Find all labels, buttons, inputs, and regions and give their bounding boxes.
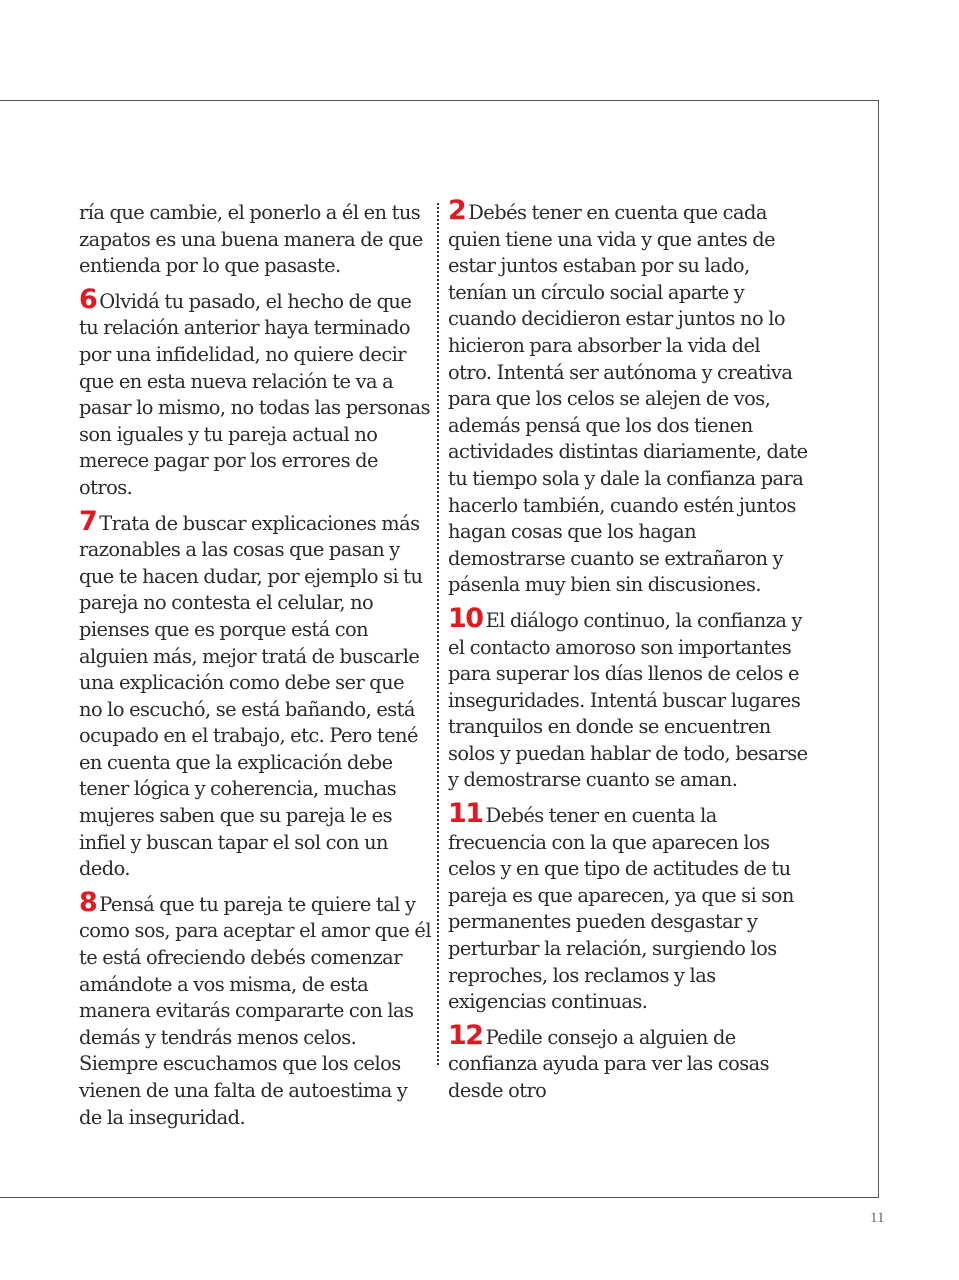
right-column — [448, 195, 808, 1114]
column-divider — [437, 203, 439, 1065]
tip-8 — [79, 886, 432, 1131]
tip-6 — [79, 283, 432, 502]
tip-number: 8 — [79, 886, 97, 918]
page-number: 11 — [870, 1210, 885, 1226]
tip-text: El diálogo continuo, la confianza y el contacto amoroso son importantes para superar los días llenos de celos e inseguridades. Intentá buscar lugares tranquilos en donde se encuentren solos y puedan hablar de todo, besarse y demostrarse cuanto se aman. — [448, 608, 808, 792]
tip-number: 10 — [448, 602, 483, 634]
tip-12 — [448, 1019, 808, 1105]
tip-7 — [79, 505, 432, 883]
tip-text: Debés tener en cuenta la frecuencia con la que aparecen los celos y en que tipo de actitudes de tu pareja es que aparecen, ya que si son permanentes pueden desgastar y perturbar la relación, surgiendo los reproches, los reclamos y las exigencias continuas. — [448, 804, 794, 1014]
left-column — [79, 200, 432, 1140]
continuation-paragraph: ría que cambie, el ponerlo a él en tus zapatos es una buena manera de que entienda por lo que pasaste. — [79, 201, 423, 278]
tip-10 — [448, 602, 808, 794]
tip-text: Olvidá tu pasado, el hecho de que tu relación anterior haya terminado por una infidelidad, no quiere decir que en esta nueva relación te va a pasar lo mismo, no todas las personas son iguales y tu pareja actual no merece pagar por los errores de otros. — [79, 289, 431, 499]
tip-number: 2 — [448, 195, 466, 226]
tip-11 — [448, 798, 808, 1016]
tip-number: 12 — [448, 1019, 483, 1051]
tip-number: 7 — [79, 505, 97, 537]
tip-2 — [448, 195, 808, 599]
tip-text: Pedile consejo a alguien de confianza ayuda para ver las cosas desde otro — [448, 1025, 770, 1102]
tip-text: Pensá que tu pareja te quiere tal y como sos, para aceptar el amor que él te está ofreciendo debés comenzar amándote a vos misma, de esta manera evitarás compararte con las demás y tendrás menos celos. Siempre escuchamos que los celos vienen de una falta de autoestima y de la inseguridad. — [79, 892, 431, 1129]
tip-text: Trata de buscar explicaciones más razonables a las cosas que pasan y que te hacen dudar, por ejemplo si tu pareja no contesta el celular, no pienses que es porque está con alguien más, mejor tratá de buscarle una explicación como debe ser que no lo escuchó, se está bañando, está ocupado en el trabajo, etc. Pero tené en cuenta que la explicación debe tener lógica y coherencia, muchas mujeres saben que su pareja le es infiel y buscan tapar el sol con un dedo. — [79, 511, 423, 881]
tip-number: 11 — [448, 798, 483, 830]
tip-number: 6 — [79, 283, 97, 315]
tip-text: Debés tener en cuenta que cada quien tiene una vida y que antes de estar juntos estaban por su lado, tenían un círculo social aparte y cuando decidieron estar juntos no lo hicieron para absorber la vida del otro. Intentá ser autónoma y creativa para que los celos se alejen de vos, además pensá que los dos tienen actividades distintas diariamente, date tu tiempo sola y dale la confianza para hacerlo también, cuando estén juntos hagan cosas que los hagan demostrarse cuanto se extrañaron y pásenla muy bien sin discusiones. — [448, 201, 808, 597]
